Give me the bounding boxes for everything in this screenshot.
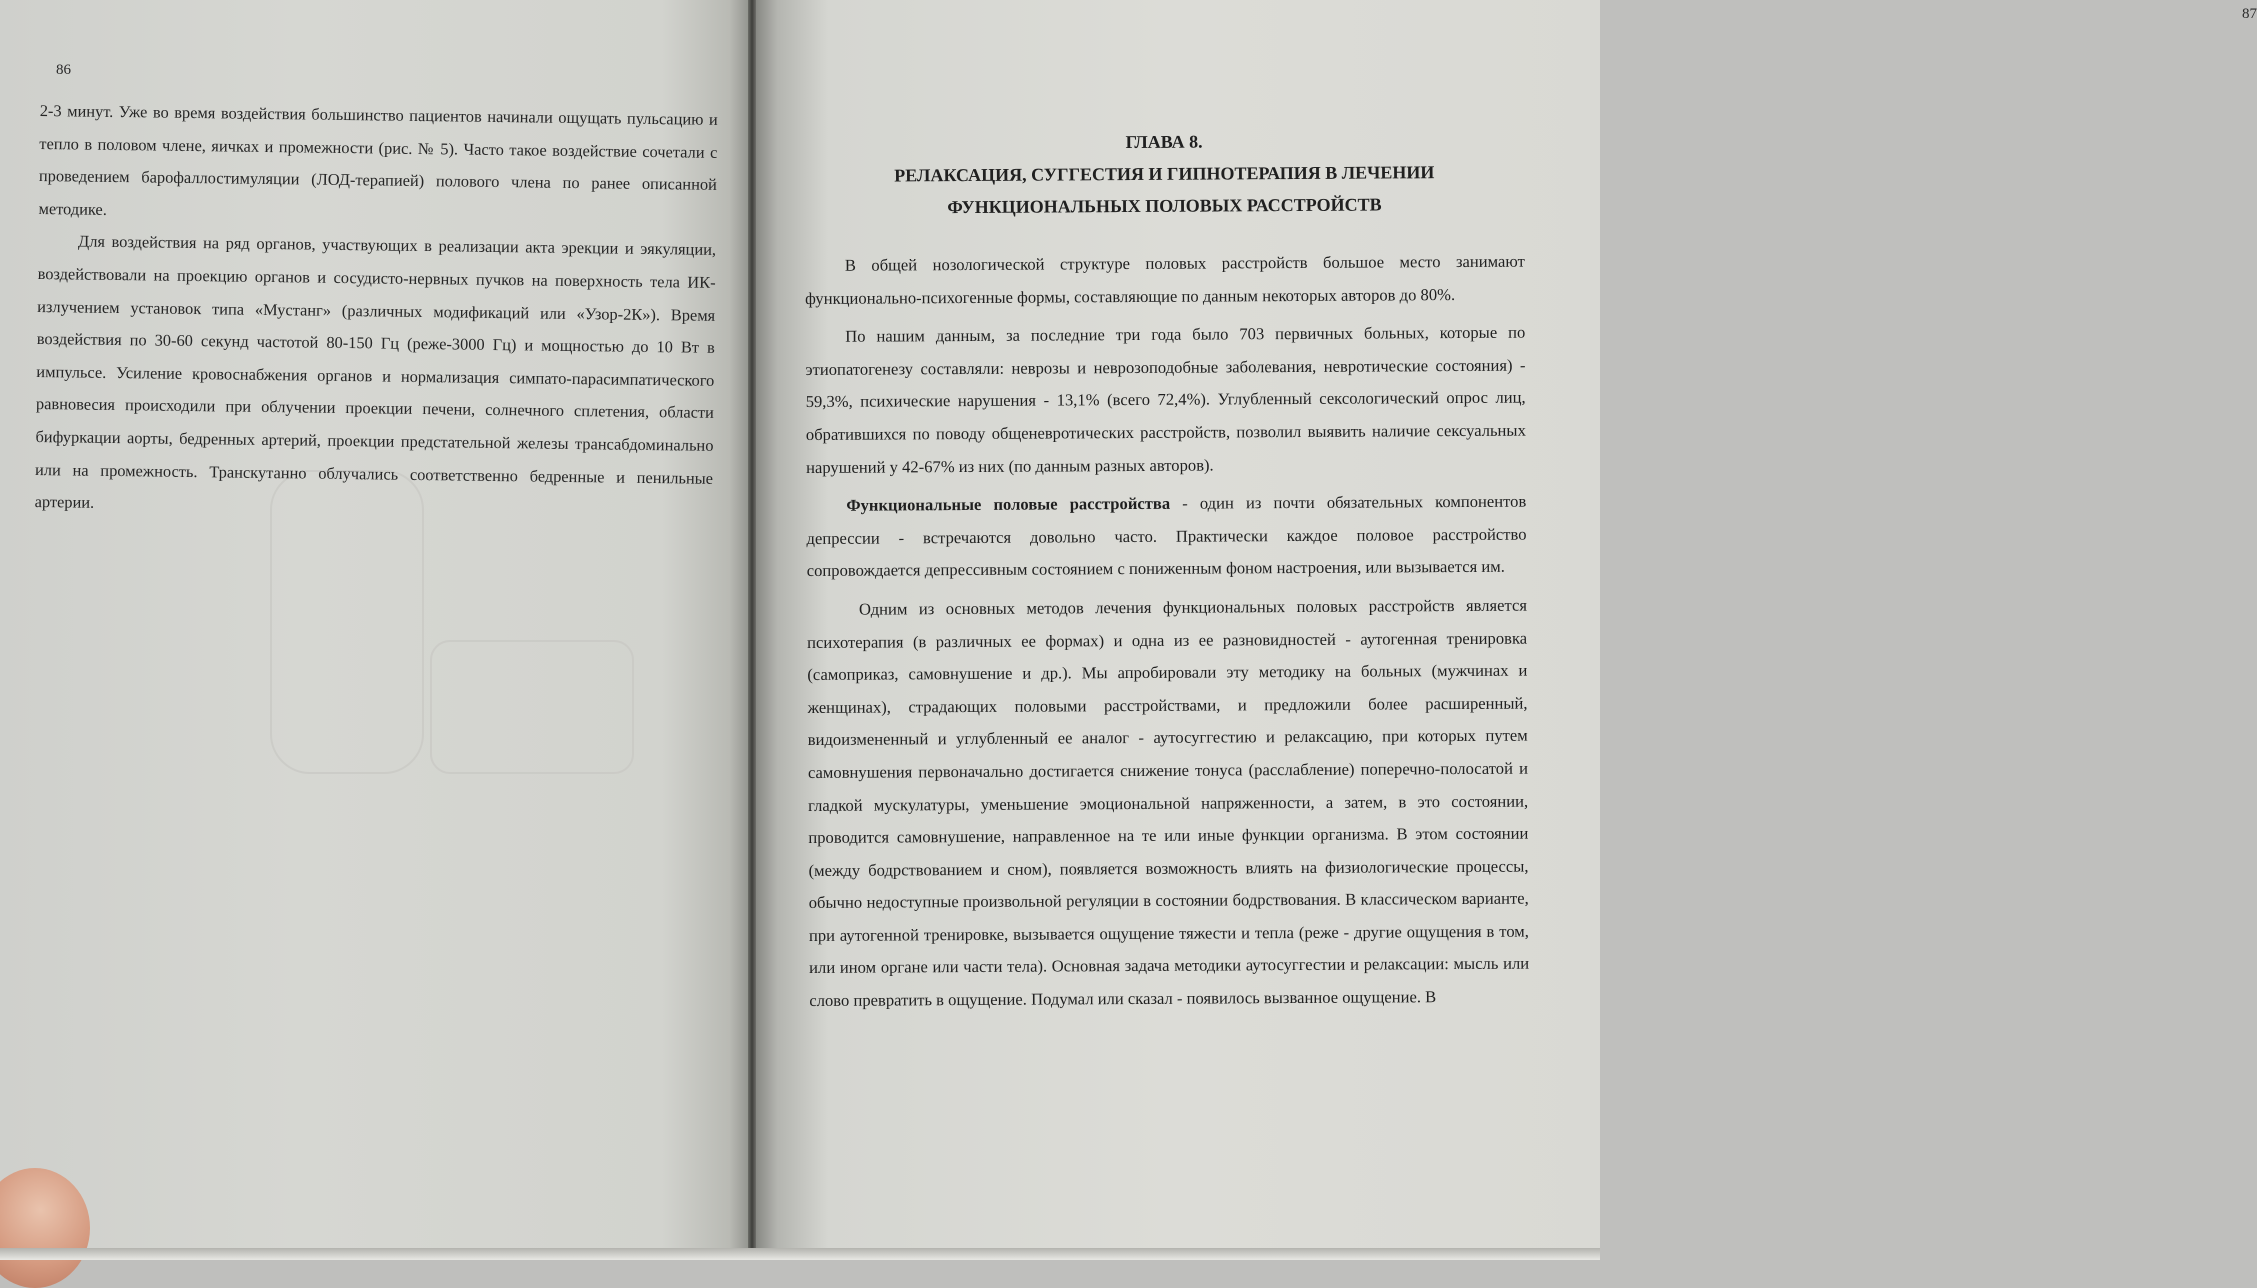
page-bottom-edge <box>0 1248 1600 1260</box>
paragraph: В общей нозологической структуре половых расстройств большое место занимают функционально-психогенные формы, составляющие по данным некоторых авторов до 80%. <box>804 251 1525 308</box>
thumb <box>0 1168 90 1288</box>
bold-term: Функциональные половые расстройства <box>846 493 1171 515</box>
paragraph: По нашим данным, за последние три года было 703 первичных больных, которые по этиопатогенезу составляли: неврозы и неврозоподобные заболевания, невротические состояния) - 59,3%, психические нарушения - 13,1% (всего 72,4%). Углубленный сексологический опрос лиц, обратившихся по поводу общеневротических расстройств, позволил выявить наличие сексуальных нарушений у 42-67% из них (по данным разных авторов). <box>805 322 1526 477</box>
page-number-left: 86 <box>56 62 71 78</box>
paragraph: 2-3 минут. Уже во время воздействия большинство пациентов начинали ощущать пульсацию и тепло в половом члене, яичках и промежности (рис. № 5). Часто такое воздействие сочетали с проведением барофаллостимуляции (ЛОД-терапией) полового члена по ранее описанной методике. <box>38 100 718 219</box>
chapter-title-line: РЕЛАКСАЦИЯ, СУГГЕСТИЯ И ГИПНОТЕРАПИЯ В ЛЕЧЕНИИ <box>894 162 1435 186</box>
paragraph: Для воздействия на ряд органов, участвующих в реализации акта эрекции и эякуляции, воздействовали на проекцию органов и сосудисто-нервных пучков на поверхность тела ИК-излучением установок типа «Мустанг» (различных модификаций или «Узор-2К»). Время воздействия по 30-60 секунд частотой 80-150 Гц (реже-3000 Гц) и мощностью до 10 Вт в импульсе. Усиление кровоснабжения органов и нормализация симпато-парасимпатического равновесия происходили при облучении проекции печени, солнечного сплетения, области бифуркации аорты, бедренных артерий, проекции предстательной железы трансабдоминально или на промежность. Транскутанно облучались соответственно бедренные и пенильные артерии. <box>34 231 717 512</box>
chapter-label: ГЛАВА 8. <box>1125 131 1203 153</box>
show-through-figure <box>430 640 634 774</box>
left-page-text <box>34 95 717 528</box>
paragraph-rest: - один из почти обязательных компонентов депрессии - встречаются довольно часто. Практически каждое половое расстройство сопровождается депрессивным состоянием с пониженным фоном настроения, или вызывается им. <box>806 491 1527 581</box>
book-gutter <box>748 0 756 1260</box>
paragraph: Одним из основных методов лечения функциональных половых расстройств является психотерапия (в различных ее формах) и одна из ее разновидностей - аутогенная тренировка (самоприказ, самовнушение и др.). Мы апробировали эту методику на больных (мужчинах и женщинах), страдающих половыми расстройствами, и предложили более расширенный, видоизмененный и углубленный ее аналог - аутосуггестию и релаксацию, при которых путем самовнушения первоначально достигается снижение тонуса (расслабление) поперечно-полосатой и гладкой мускулатуры, уменьшение эмоциональной напряженности, а затем, в это состоянии, проводится самовнушение, направленное на те или иные функции организма. В этом состоянии (между бодрствованием и сном), появляется возможность влиять на физиологические процессы, обычно недоступные произвольной регуляции в состоянии бодрствования. В классическом варианте, при аутогенной тренировке, вызывается ощущение тяжести и тепла (реже - другие ощущения в том, или ином органе или части тела). Основная задача методики аутосуггестии и релаксации: мысль или слово превратить в ощущение. Подумал или сказал - появилось вызванное ощущение. В <box>807 595 1530 1011</box>
paragraph <box>806 486 1527 588</box>
right-page-text <box>804 124 1529 1018</box>
page-number-right: 87 <box>2242 6 2257 22</box>
left-page <box>0 0 752 1260</box>
chapter-title-line: ФУНКЦИОНАЛЬНЫХ ПОЛОВЫХ РАССТРОЙСТВ <box>947 194 1382 218</box>
